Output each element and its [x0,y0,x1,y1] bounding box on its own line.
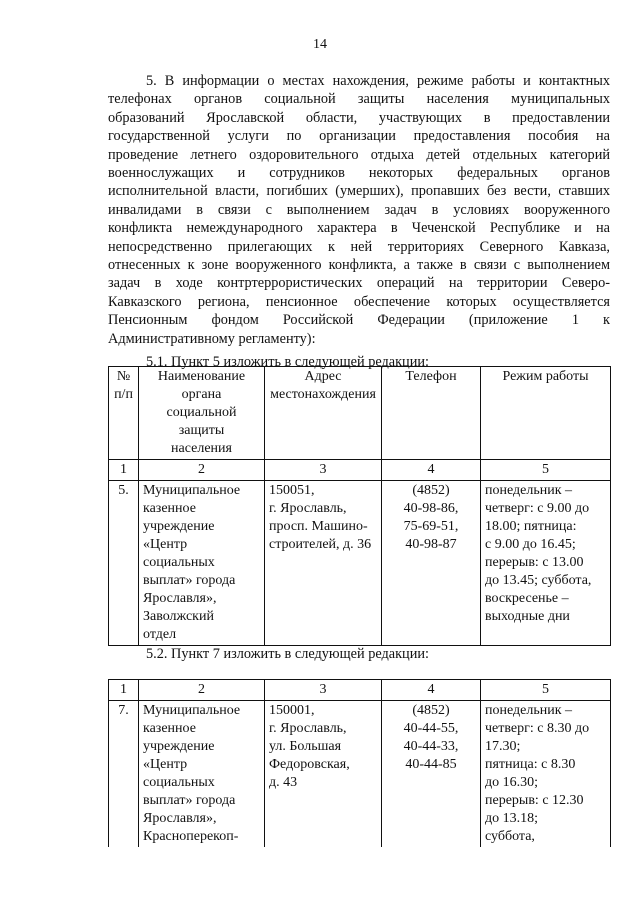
header-line: населения [171,441,232,456]
intro-line: инвалидами в связи с выполнением задач в условиях вооруженного [108,201,610,218]
cell-line: учреждение [143,739,215,754]
cell-line: казенное [143,721,196,736]
intro-line: государственной услуги по организации предоставления пособия на [108,128,610,145]
header-line: защиты [178,423,225,438]
col-number: 4 [382,680,481,701]
cell-line: четверг: с 8.30 до [485,721,590,736]
intro-line: Пенсионным фондом Российской Федерации (приложение 1 к [108,312,610,329]
header-phone [382,367,481,460]
cell-line: четверг: с 9.00 до [485,501,590,516]
cell-line: 75-69-51, [403,519,459,534]
table-number-row [109,460,611,481]
intro-line: конфликта немеждународного характера в Чеченской Республике и на [108,220,610,237]
cell-line: Муниципальное [143,483,241,498]
table-point-7 [108,679,611,847]
intro-line: 5. В информации о местах нахождения, режиме работы и контактных [146,73,610,89]
cell-line: понедельник – [485,483,573,498]
cell-line: суббота, [485,829,535,844]
intro-line: Административному регламенту): [108,330,316,347]
header-line: Адрес [304,369,342,384]
table-row [109,481,611,646]
cell-line: выходные дни [485,609,570,624]
cell-line: Ярославля», [143,811,217,826]
cell-line: воскресенье – [485,591,569,606]
cell-line: «Центр [143,537,188,552]
row-num: 5. [109,481,139,646]
col-number: 1 [109,680,139,701]
cell-line: до 13.18; [485,811,539,826]
cell-line: Муниципальное [143,703,241,718]
header-hours [481,367,611,460]
cell-line: д. 43 [269,775,298,790]
cell-line: 40-44-33, [403,739,459,754]
row-phone [382,481,481,646]
row-num: 7. [109,701,139,848]
col-number: 5 [481,460,611,481]
cell-line: 150051, [269,483,315,498]
col-number: 3 [265,680,382,701]
col-number: 2 [139,680,265,701]
header-address [265,367,382,460]
cell-line: с 9.00 до 16.45; [485,537,576,552]
cell-line: отдел [143,627,177,642]
row-address [265,701,382,848]
cell-line: понедельник – [485,703,573,718]
table-point-5 [108,366,611,646]
cell-line: Красноперекоп- [143,829,239,844]
cell-line: Заволжский [143,609,214,624]
col-number: 1 [109,460,139,481]
intro-line: исполнительной власти, погибших (умерших), пропавших без вести, ставших [108,183,610,200]
intro-line: задач в ходе контртеррористических операций на территории Северо- [108,275,610,292]
header-name [139,367,265,460]
table-header-row [109,367,611,460]
row-name [139,701,265,848]
header-line: Телефон [405,369,457,384]
cell-line: до 16.30; [485,775,539,790]
intro-line: телефонах органов социальной защиты населения муниципальных [108,91,610,108]
cell-line: социальных [143,775,215,790]
intro-paragraph [108,72,610,348]
header-line: № [116,369,131,384]
subsection-5-2-heading: 5.2. Пункт 7 изложить в следующей редакции: [146,646,429,662]
header-line: п/п [114,387,133,402]
cell-line: пятница: с 8.30 [485,757,576,772]
col-number: 3 [265,460,382,481]
intro-line: отнесенных к зоне вооруженного конфликта, а также в связи с выполнением [108,257,610,274]
cell-line: просп. Машино- [269,519,368,534]
cell-line: выплат» города [143,573,236,588]
intro-line: Кавказского региона, пенсионное обеспечение которых осуществляется [108,293,610,310]
cell-line: 17.30; [485,739,521,754]
col-number: 5 [481,680,611,701]
row-hours [481,481,611,646]
header-line: местонахождения [270,387,376,402]
intro-line: образований Ярославской области, участвующих в предоставлении [108,109,610,126]
cell-line: социальных [143,555,215,570]
header-line: органа [181,387,222,402]
page-number: 14 [313,37,327,52]
cell-line: «Центр [143,757,188,772]
cell-line: ул. Большая [269,739,342,754]
subsection-5-1-heading: 5.1. Пункт 5 изложить в следующей редакции: [146,354,429,370]
cell-line: 40-44-55, [403,721,459,736]
cell-line: 40-98-87 [405,537,457,552]
header-line: Наименование [157,369,246,384]
cell-line: 150001, [269,703,315,718]
header-num [109,367,139,460]
cell-line: учреждение [143,519,215,534]
intro-line: непосредственно прилегающих к ней территориях Северного Кавказа, [108,238,610,255]
table-number-row [109,680,611,701]
row-name [139,481,265,646]
header-line: социальной [166,405,237,420]
cell-line: перерыв: с 12.30 [485,793,584,808]
cell-line: г. Ярославль, [269,721,347,736]
row-hours [481,701,611,848]
cell-line: перерыв: с 13.00 [485,555,584,570]
cell-line: 40-98-86, [403,501,459,516]
cell-line: выплат» города [143,793,236,808]
cell-line: до 13.45; суббота, [485,573,592,588]
cell-line: казенное [143,501,196,516]
col-number: 2 [139,460,265,481]
cell-line: 18.00; пятница: [485,519,577,534]
table-row [109,701,611,848]
col-number: 4 [382,460,481,481]
row-phone [382,701,481,848]
cell-line: Ярославля», [143,591,217,606]
header-line: Режим работы [502,369,589,384]
intro-line: военнослужащих и сотрудников некоторых федеральных органов [108,165,610,182]
cell-line: (4852) [412,703,450,718]
row-address [265,481,382,646]
cell-line: г. Ярославль, [269,501,347,516]
cell-line: 40-44-85 [405,757,457,772]
cell-line: (4852) [412,483,450,498]
cell-line: Федоровская, [269,757,350,772]
intro-line: проведение летнего оздоровительного отдыха детей отдельных категорий [108,146,610,163]
cell-line: строителей, д. 36 [269,537,372,552]
